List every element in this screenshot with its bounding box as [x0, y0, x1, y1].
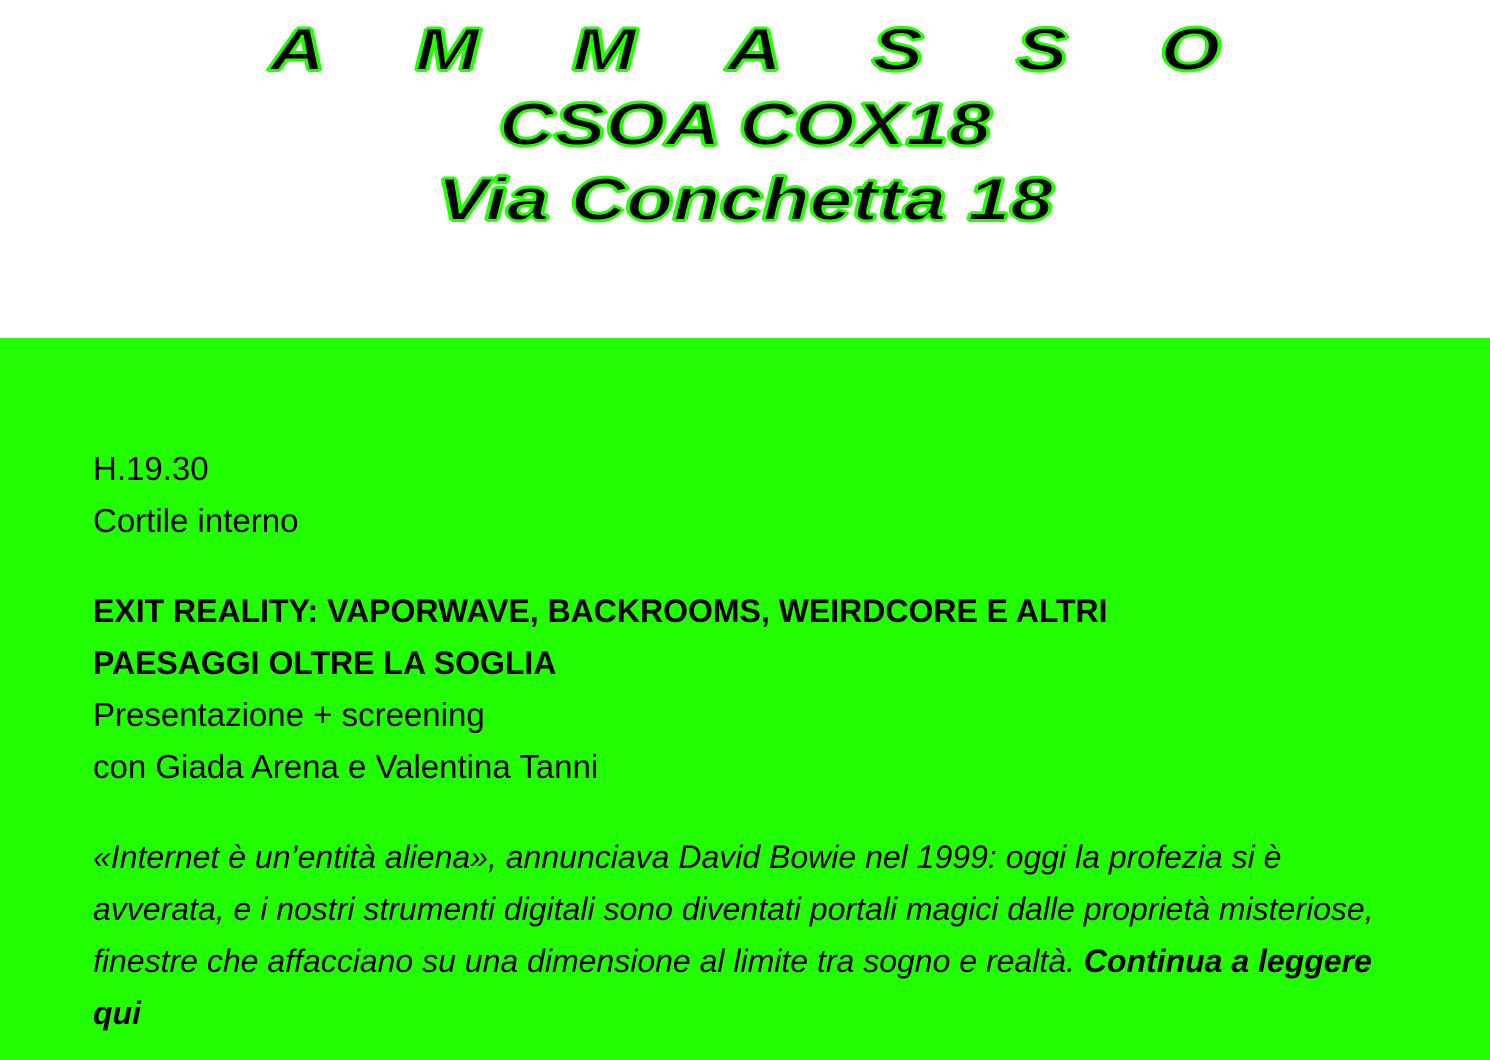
event-title-line-1: EXIT REALITY: VAPORWAVE, BACKROOMS, WEIRDCORE E ALTRI: [93, 593, 1108, 629]
header-address: Via Conchetta 18: [436, 166, 1053, 233]
event-description: [93, 831, 1413, 1039]
event-content: [93, 443, 1413, 1060]
event-description-text: «Internet è un’entità aliena», annunciava David Bowie nel 1999: oggi la profezia si è avverata, e i nostri strumenti digitali sono diventati portali magici dalle proprietà misteriose, finestre che affacciano su una dimensione al limite tra sogno e realtà.: [93, 839, 1374, 979]
event-description-block: [93, 831, 1413, 1039]
header-venue: CSOA COX18: [498, 91, 992, 158]
header: [0, 0, 1490, 338]
header-title: A M M A S S O: [269, 16, 1257, 83]
event-when-where: [93, 443, 1413, 547]
event-speakers: con Giada Arena e Valentina Tanni: [93, 748, 599, 785]
event-details: [93, 585, 1413, 793]
read-more-link[interactable]: Continua a leggere qui: [93, 943, 1372, 1031]
event-title-line-2: PAESAGGI OLTRE LA SOGLIA: [93, 645, 557, 681]
event-location: Cortile interno: [93, 502, 299, 539]
event-time: H.19.30: [93, 450, 209, 487]
event-panel: [0, 338, 1490, 1060]
event-type: Presentazione + screening: [93, 696, 485, 733]
